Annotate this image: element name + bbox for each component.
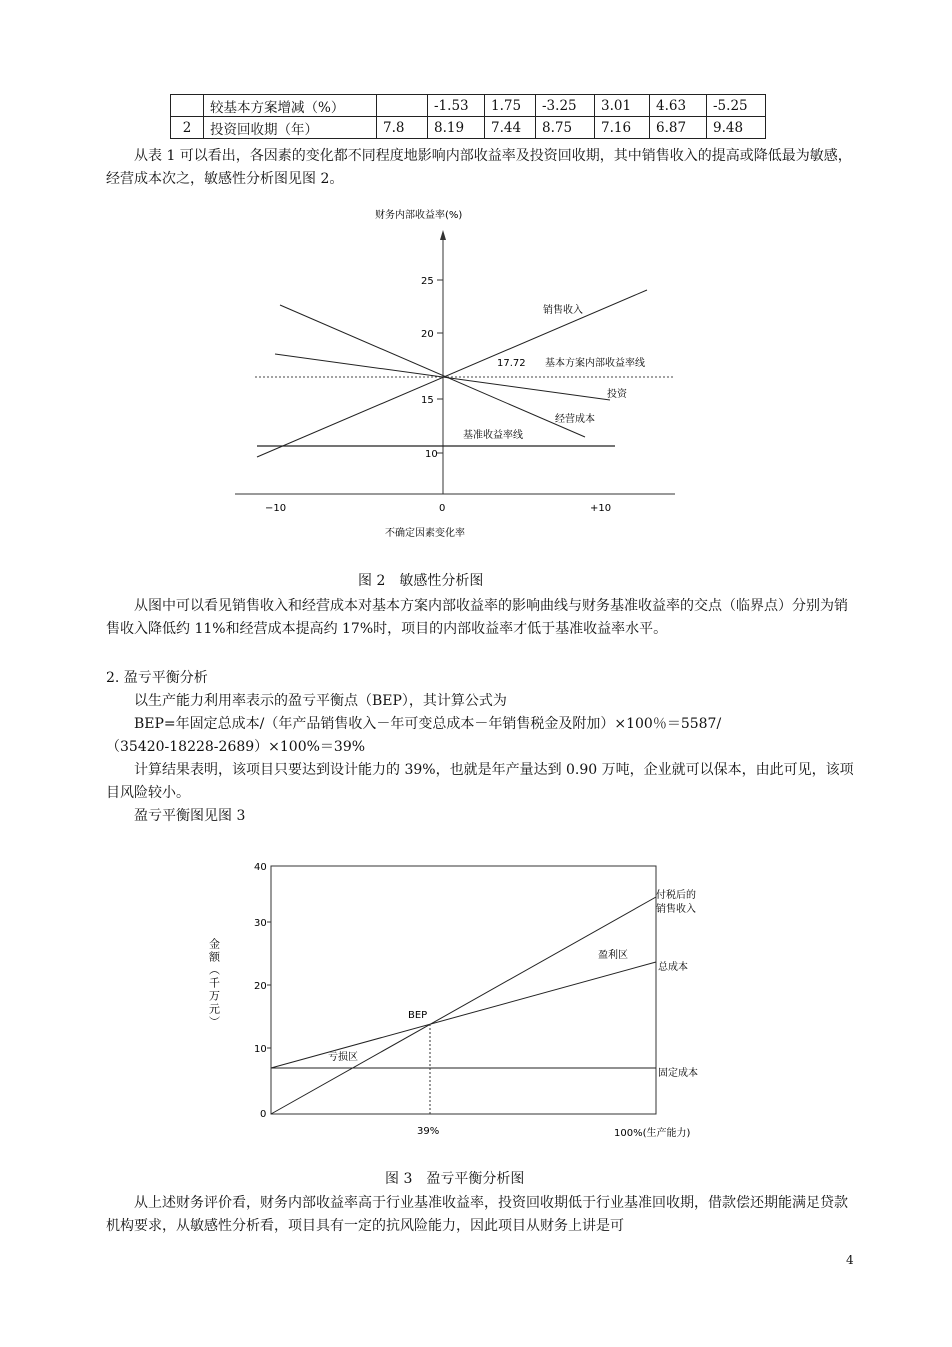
paragraph: 盈亏平衡图见图 3	[134, 808, 246, 824]
y-tick-label: 20	[421, 329, 434, 340]
table-cell	[377, 95, 428, 117]
series-label-base-irr: 基本方案内部收益率线	[545, 358, 645, 369]
table-row	[171, 117, 766, 139]
series-label-invest: 投资	[607, 389, 627, 400]
paragraph: 从图中可以看见销售收入和经营成本对基本方案内部收益率的影响曲线与财务基准收益率的交点（临界点）分别为销售收入降低约 11%和经营成本提高约 17%时，项目的内部收益率才低于基准收益率水平。	[106, 598, 848, 637]
table-cell: 4.63	[650, 95, 707, 117]
section-heading: 2. 盈亏平衡分析	[106, 670, 208, 686]
formula-line: （35420-18228-2689）×100%＝39%	[106, 739, 366, 755]
y-tick-label: 0	[260, 1109, 267, 1120]
table-cell	[171, 95, 204, 117]
series-label-total-cost: 总成本	[658, 962, 688, 973]
table-cell: 1.75	[485, 95, 536, 117]
paragraph: 从上述财务评价看，财务内部收益率高于行业基准收益率，投资回收期低于行业基准回收期，借款偿还期能满足贷款机构要求，从敏感性分析看，项目具有一定的抗风险能力，因此项目从财务上讲是可	[106, 1195, 848, 1234]
y-tick-label: 10	[254, 1044, 267, 1055]
chart-frame	[271, 866, 656, 1114]
table-cell: 7.44	[485, 117, 536, 139]
table-cell: 9.48	[707, 117, 766, 139]
formula-line: BEP=年固定总成本/（年产品销售收入－年可变总成本－年销售税金及附加）×100％＝5587/	[134, 716, 722, 732]
table-cell: -1.53	[428, 95, 485, 117]
series-label-revenue-1: 付税后的	[656, 890, 696, 901]
bep-label: BEP	[408, 1010, 428, 1021]
y-tick-label: 20	[254, 981, 267, 992]
table-cell: 6.87	[650, 117, 707, 139]
series-line-revenue	[271, 897, 656, 1114]
x-axis-label: 100%(生产能力)	[614, 1128, 691, 1139]
table-cell: 较基本方案增减（%）	[204, 95, 377, 117]
chart-xlabel: 不确定因素变化率	[385, 528, 465, 539]
series-label-revenue-2: 销售收入	[656, 904, 696, 915]
series-label-sales: 销售收入	[543, 305, 583, 316]
table-cell: 7.8	[377, 117, 428, 139]
table-cell: -5.25	[707, 95, 766, 117]
table-cell: 2	[171, 117, 204, 139]
page-number: 4	[846, 1253, 854, 1267]
figure-caption: 图 2 敏感性分析图	[358, 573, 484, 589]
breakeven-chart	[200, 852, 730, 1152]
profit-zone-label: 盈利区	[598, 950, 628, 961]
series-label-benchmark: 基准收益率线	[463, 430, 523, 441]
table-cell: 3.01	[595, 95, 650, 117]
series-line-opcost	[280, 305, 585, 437]
table-cell: 8.75	[536, 117, 595, 139]
table-cell: -3.25	[536, 95, 595, 117]
table-cell: 投资回收期（年）	[204, 117, 377, 139]
y-tick-label: 30	[254, 918, 267, 929]
annotation-value: 17.72	[497, 358, 526, 369]
y-tick-label: 25	[421, 276, 434, 287]
y-axis-arrow	[440, 230, 446, 240]
y-tick-label: 40	[254, 862, 267, 873]
paragraph: 计算结果表明，该项目只要达到设计能力的 39%，也就是年产量达到 0.90 万吨，企业就可以保本，由此可见，该项目风险较小。	[106, 762, 854, 801]
figure-caption: 图 3 盈亏平衡分析图	[385, 1171, 525, 1187]
paragraph: 从表 1 可以看出，各因素的变化都不同程度地影响内部收益率及投资回收期，其中销售收入的提高或降低最为敏感，经营成本次之，敏感性分析图见图 2。	[106, 148, 852, 187]
series-line-sales	[257, 290, 647, 457]
y-axis-label: 金额（千万元）	[207, 938, 221, 1029]
loss-zone-label: 亏损区	[328, 1052, 358, 1063]
table-cell: 8.19	[428, 117, 485, 139]
sensitivity-table	[170, 94, 766, 139]
x-tick-label: +10	[590, 503, 612, 514]
y-tick-label: 15	[421, 395, 434, 406]
x-tick-label: 0	[439, 503, 446, 514]
table-cell: 7.16	[595, 117, 650, 139]
series-label-opcost: 经营成本	[555, 414, 595, 425]
x-tick-label: −10	[265, 503, 287, 514]
chart-ylabel: 财务内部收益率(%)	[375, 210, 463, 221]
y-tick-label: 10	[425, 449, 438, 460]
series-label-fixed-cost: 固定成本	[658, 1068, 698, 1079]
sensitivity-chart	[225, 200, 695, 545]
paragraph: 以生产能力利用率表示的盈亏平衡点（BEP），其计算公式为	[134, 693, 507, 709]
x-tick-label: 39%	[417, 1126, 440, 1137]
table-row	[171, 95, 766, 117]
